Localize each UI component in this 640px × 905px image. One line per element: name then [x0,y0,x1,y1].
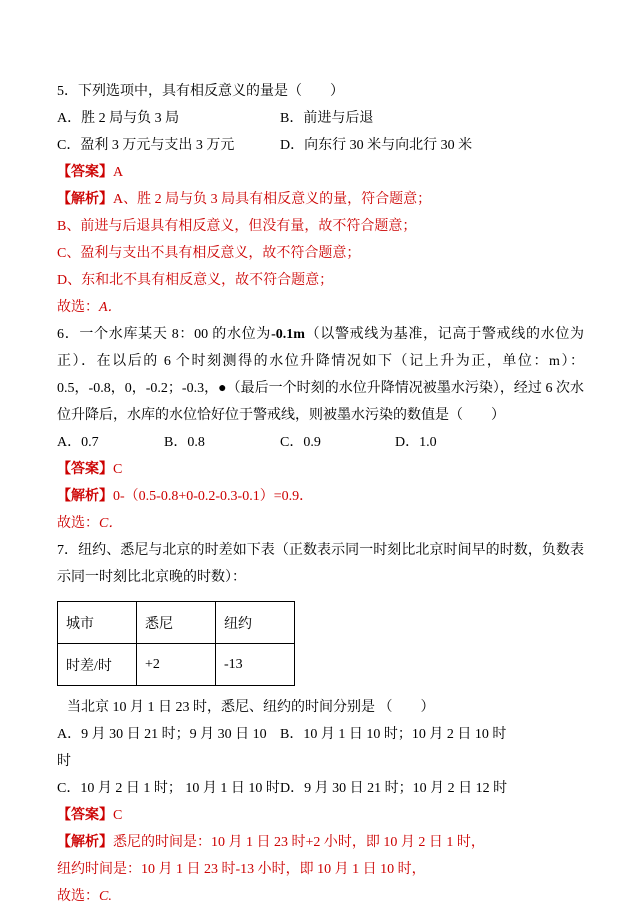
q7-answer-value: C [113,808,123,823]
table-row-label: 时差/时 [58,644,137,686]
q6-answer-value: C [113,462,123,477]
q5-option-a: A．胜 2 局与负 3 局 [57,111,180,126]
table-header-newyork: 纽约 [216,602,295,644]
table-header-row [58,602,295,644]
q5-option-d: D．向东行 30 米与向北行 30 米 [280,138,473,153]
q5-conclusion-prefix: 故选： [57,300,99,315]
q6-option-b: B．0.8 [164,435,205,450]
q7-option-b: B．10 月 1 日 10 时；10 月 2 日 10 时 [280,727,507,742]
q5-explanation-2: B、前进与后退具有相反意义，但没有量，故不符合题意； [57,219,417,234]
q7-answer [57,802,584,829]
q5-conclusion-value: A． [99,300,122,315]
q7-question: 当北京 10 月 1 日 23 时，悉尼、纽约的时间分别是 （ ） [67,700,435,715]
q5-explanation-3: C、盈利与支出不具有相反意义，故不符合题意； [57,246,361,261]
q7-conclusion [57,883,584,905]
q6-stem [57,321,584,429]
q7-option-a: A．9 月 30 日 21 时；9 月 30 日 10 时 [57,727,267,769]
q6-stem-part-2: （以警戒线为基准，记高于警戒线的水位为正）．在以后的 6 个时刻测得的水位升降情况如下（记上升为正，单位：m）：0.5，-0.8，0，-0.2；-0.3，●（最后一个时刻的水位升降情况被墨水污染），经过 6 次水位升降后，水库的水位恰好位于警戒线，则被墨水污染的数值是（ ） [57,327,585,423]
q7-options-row-1 [57,721,584,775]
q6-stem-bold-value: -0.1m [271,327,305,342]
q7-option-d: D．9 月 30 日 21 时；10 月 2 日 12 时 [280,781,508,796]
q5-answer-value: A [113,165,124,180]
q7-options-row-2 [57,775,584,802]
q7-answer-label: 【答案】 [57,808,113,823]
q6-stem-part-1: 6．一个水库某天 8：00 的水位为 [57,327,272,342]
q6-option-a: A．0.7 [57,435,99,450]
q5-stem: 5．下列选项中，具有相反意义的量是（ ） [57,84,344,99]
q7-explanation-1 [57,829,584,856]
q7-explanation-label: 【解析】 [57,835,113,850]
q7-conclusion-value: C. [99,889,112,904]
q7-stem: 7．纽约、悉尼与北京的时差如下表（正数表示同一时刻比北京时间早的时数，负数表示同一时刻比北京晚的时数）： [57,543,584,585]
table-header-city: 城市 [58,602,137,644]
q5-answer [57,159,584,186]
table-value-sydney: +2 [137,644,216,686]
q6-option-d: D．1.0 [395,435,437,450]
table-header-sydney: 悉尼 [137,602,216,644]
q6-answer-label: 【答案】 [57,462,113,477]
q6-explanation-text-1: 0-（0.5-0.8+0-0.2-0.3-0.1）=0.9． [113,489,314,504]
q5-option-c: C．盈利 3 万元与支出 3 万元 [57,138,235,153]
q5-options-row-2 [57,132,584,159]
table-value-row [58,644,295,686]
q7-explanation-2: 纽约时间是：10 月 1 日 23 时-13 小时，即 10 月 1 日 10 时， [57,862,426,877]
q5-answer-label: 【答案】 [57,165,113,180]
q6-conclusion-prefix: 故选： [57,516,99,531]
q5-conclusion [57,294,584,321]
q5-explanation-4: D、东和北不具有相反意义，故不符合题意； [57,273,334,288]
q6-conclusion [57,510,584,537]
q6-options-row [57,429,584,456]
q5-options-row-1 [57,105,584,132]
q6-explanation-1 [57,483,584,510]
time-difference-table [57,601,295,686]
q6-answer [57,456,584,483]
q7-explanation-text-1: 悉尼的时间是：10 月 1 日 23 时+2 小时，即 10 月 2 日 1 时， [113,835,485,850]
q5-option-b: B．前进与后退 [280,111,374,126]
q6-explanation-label: 【解析】 [57,489,113,504]
q5-explanation-1 [57,186,584,213]
q6-conclusion-value: C． [99,516,123,531]
q7-option-c: C．10 月 2 日 1 时； 10 月 1 日 10 时 [57,781,280,796]
table-value-newyork: -13 [216,644,295,686]
q5-explanation-text-1: A、胜 2 局与负 3 局具有相反意义的量，符合题意； [113,192,432,207]
q5-explanation-label: 【解析】 [57,192,113,207]
q6-option-c: C．0.9 [280,435,321,450]
q7-conclusion-prefix: 故选： [57,889,99,904]
